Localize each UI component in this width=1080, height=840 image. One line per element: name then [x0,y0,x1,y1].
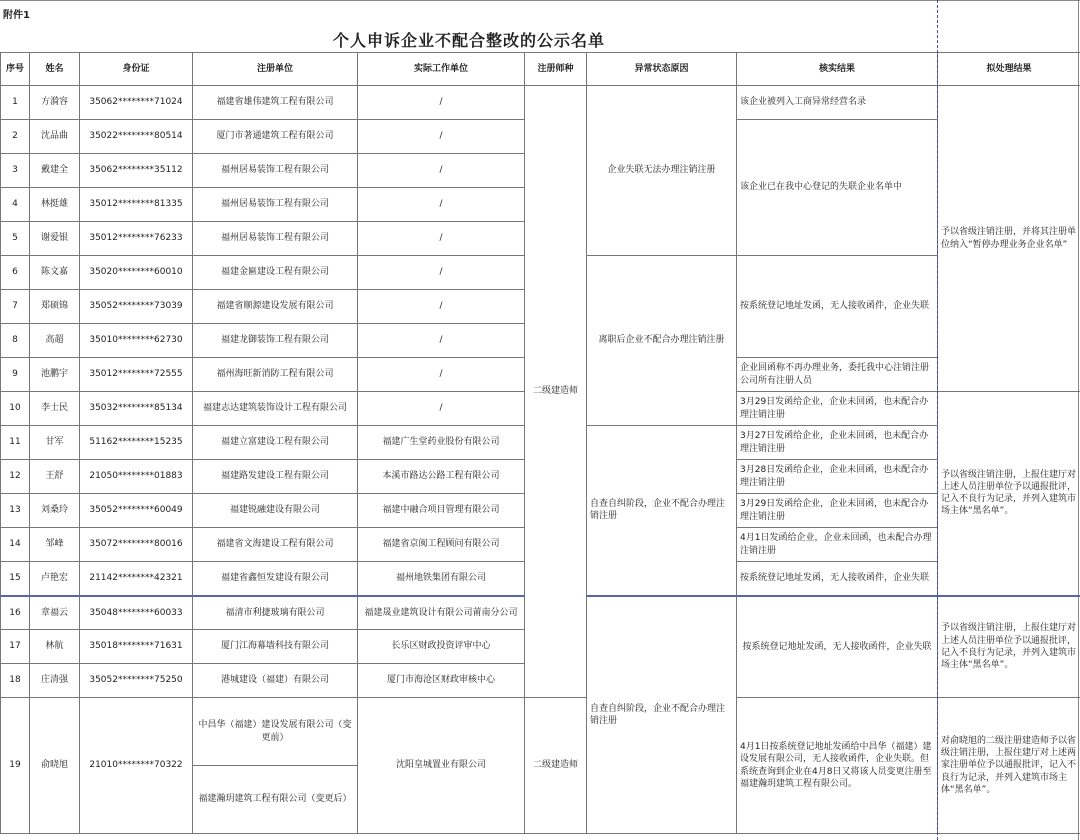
page-break-line [937,0,938,840]
cell-id: 35062********71024 [80,86,193,120]
cell-id: 35052********75250 [80,664,193,698]
cell-result: 4月1日发函给企业，企业未回函，也未配合办理注销注册 [737,528,938,562]
cell-unit-before: 中昌华（福建）建设发展有限公司（变更前） [193,698,358,766]
cell-id: 35018********71631 [80,630,193,664]
cell-result: 4月1日按系统登记地址发函给中昌华（福建）建设发展有限公司，无人接收函件，企业失联。但系统查询到企业在4月8日又将该人员变更注册至福建瀚玥建筑工程有限公司。 [737,698,938,834]
cell-actual: 福建省京闽工程顾问有限公司 [358,528,525,562]
header-action: 拟处理结果 [938,53,1080,86]
cell-id: 35022********80514 [80,120,193,154]
cell-no: 5 [1,222,30,256]
cell-result: 3月28日发函给企业，企业未回函，也未配合办理注销注册 [737,460,938,494]
cell-unit: 福建立富建设工程有限公司 [193,426,358,460]
cell-no: 13 [1,494,30,528]
cell-name: 郑硕锦 [30,290,80,324]
cell-id: 21010********70322 [80,698,193,834]
cell-unit: 福建龙御装饰工程有限公司 [193,324,358,358]
cell-result: 按系统登记地址发函，无人接收函件，企业失联 [737,596,938,698]
cell-actual: 长乐区财政投资评审中心 [358,630,525,664]
header-reason: 异常状态原因 [587,53,737,86]
header-name: 姓名 [30,53,80,86]
cell-no: 15 [1,562,30,596]
header-id: 身份证 [80,53,193,86]
cell-id: 35012********81335 [80,188,193,222]
cell-no: 9 [1,358,30,392]
cell-name: 高超 [30,324,80,358]
cell-reason: 自查自纠阶段，企业不配合办理注销注册 [587,426,737,596]
cell-name: 池鹏宇 [30,358,80,392]
cell-reason: 自查自纠阶段，企业不配合办理注销注册 [587,596,737,834]
header-unit: 注册单位 [193,53,358,86]
cell-result: 按系统登记地址发函，无人接收函件，企业失联 [737,562,938,596]
cell-action: 予以省级注销注册，并将其注册单位纳入“暂停办理业务企业名单” [938,86,1080,392]
cell-unit: 福清市利捷玻璃有限公司 [193,596,358,630]
cell-unit: 港城建设（福建）有限公司 [193,664,358,698]
cell-name: 方漪容 [30,86,80,120]
cell-id: 35048********60033 [80,596,193,630]
cell-result: 3月29日发函给企业，企业未回函，也未配合办理注销注册 [737,494,938,528]
cell-actual: / [358,120,525,154]
header-result: 核实结果 [737,53,938,86]
cell-no: 7 [1,290,30,324]
cell-no: 11 [1,426,30,460]
cell-id: 35012********72555 [80,358,193,392]
cell-actual: 福州地铁集团有限公司 [358,562,525,596]
cell-id: 35032********85134 [80,392,193,426]
cell-name: 王舒 [30,460,80,494]
header-row [1,53,1080,86]
cell-unit: 福建金匾建设工程有限公司 [193,256,358,290]
cell-actual: / [358,188,525,222]
cell-name: 刘桑玲 [30,494,80,528]
cell-no: 19 [1,698,30,834]
cell-name: 甘军 [30,426,80,460]
cell-id: 21050********01883 [80,460,193,494]
cell-no: 12 [1,460,30,494]
cell-action: 予以省级注销注册，上报住建厅对上述人员注册单位予以通报批评，记入不良行为记录，并列入建筑市场主体“黑名单”。 [938,392,1080,596]
cell-discipline: 二级建造师 [525,698,587,834]
cell-actual: 厦门市海沧区财政审核中心 [358,664,525,698]
cell-name: 戴建全 [30,154,80,188]
page-title: 个人申诉企业不配合整改的公示名单 [332,31,605,50]
cell-actual: 福建晟业建筑设计有限公司莆南分公司 [358,596,525,630]
cell-reason: 离职后企业不配合办理注销注册 [587,256,737,426]
cell-unit: 福建省文海建设工程有限公司 [193,528,358,562]
top-border [0,0,1080,1]
cell-actual: 本溪市路达公路工程有限公司 [358,460,525,494]
header-discipline: 注册师种 [525,53,587,86]
cell-unit: 福州居易装饰工程有限公司 [193,188,358,222]
cell-no: 4 [1,188,30,222]
cell-result: 该企业已在我中心登记的失联企业名单中 [737,120,938,256]
cell-name: 邹峰 [30,528,80,562]
cell-no: 8 [1,324,30,358]
cell-id: 51162********15235 [80,426,193,460]
cell-action: 予以省级注销注册，上报住建厅对上述人员注册单位予以通报批评，记入不良行为记录，并列入建筑市场主体“黑名单”。 [938,596,1080,698]
cell-actual: / [358,222,525,256]
cell-unit: 福建省雄伟建筑工程有限公司 [193,86,358,120]
cell-name: 林挺雄 [30,188,80,222]
cell-unit: 福建路发建设工程有限公司 [193,460,358,494]
cell-result: 企业回函称不再办理业务，委托我中心注销注册公司所有注册人员 [737,358,938,392]
cell-id: 35062********35112 [80,154,193,188]
cell-id: 35052********73039 [80,290,193,324]
cell-name: 李士民 [30,392,80,426]
cell-no: 1 [1,86,30,120]
notice-table [0,52,1080,834]
cell-result: 该企业被列入工商异常经营名录 [737,86,938,120]
cell-actual: 福建中融合项目管理有限公司 [358,494,525,528]
cell-name: 庄清强 [30,664,80,698]
cell-id: 35012********76233 [80,222,193,256]
cell-unit: 厦门市著通建筑工程有限公司 [193,120,358,154]
cell-no: 18 [1,664,30,698]
cell-unit: 厦门江海幕墙科技有限公司 [193,630,358,664]
cell-id: 35010********62730 [80,324,193,358]
cell-unit: 福建省鑫恒发建设有限公司 [193,562,358,596]
cell-actual: 沈阳皇城置业有限公司 [358,698,525,834]
cell-result: 3月27日发函给企业，企业未回函，也未配合办理注销注册 [737,426,938,460]
cell-no: 3 [1,154,30,188]
cell-actual: / [358,358,525,392]
cell-actual: / [358,154,525,188]
cell-actual: / [358,256,525,290]
cell-unit-after: 福建瀚玥建筑工程有限公司（变更后） [193,766,358,834]
header-no: 序号 [1,53,30,86]
cell-name: 沈品曲 [30,120,80,154]
cell-no: 16 [1,596,30,630]
cell-no: 14 [1,528,30,562]
cell-name: 卢艳宏 [30,562,80,596]
cell-unit: 福建省顺源建设发展有限公司 [193,290,358,324]
cell-id: 21142********42321 [80,562,193,596]
cell-result: 3月29日发函给企业，企业未回函，也未配合办理注销注册 [737,392,938,426]
cell-unit: 福建志达建筑装饰设计工程有限公司 [193,392,358,426]
table-row [1,86,1080,120]
cell-discipline: 二级建造师 [525,86,587,698]
cell-result: 按系统登记地址发函，无人接收函件，企业失联 [737,256,938,358]
cell-name: 林航 [30,630,80,664]
cell-name: 陈文嘉 [30,256,80,290]
cell-no: 6 [1,256,30,290]
table-row [1,698,1080,766]
cell-actual: / [358,86,525,120]
cell-no: 17 [1,630,30,664]
header-actual-unit: 实际工作单位 [358,53,525,86]
cell-unit: 福州海旺新消防工程有限公司 [193,358,358,392]
cell-actual: / [358,324,525,358]
cell-actual: 福建广生堂药业股份有限公司 [358,426,525,460]
cell-unit: 福建锐融建设有限公司 [193,494,358,528]
cell-actual: / [358,392,525,426]
cell-id: 35020********60010 [80,256,193,290]
cell-no: 2 [1,120,30,154]
cell-no: 10 [1,392,30,426]
cell-action: 对俞晓旭的二级注册建造师予以省级注销注册，上报住建厅对上述两家注册单位予以通报批评，记入不良行为记录，并列入建筑市场主体“黑名单”。 [938,698,1080,834]
cell-name: 章福云 [30,596,80,630]
cell-id: 35072********80016 [80,528,193,562]
cell-actual: / [358,290,525,324]
annex-label: 附件1 [3,10,30,21]
cell-name: 谢爱银 [30,222,80,256]
cell-name: 俞晓旭 [30,698,80,834]
cell-reason: 企业失联无法办理注销注册 [587,86,737,256]
cell-unit: 福州居易装饰工程有限公司 [193,154,358,188]
cell-id: 35052********60049 [80,494,193,528]
cell-unit: 福州居易装饰工程有限公司 [193,222,358,256]
